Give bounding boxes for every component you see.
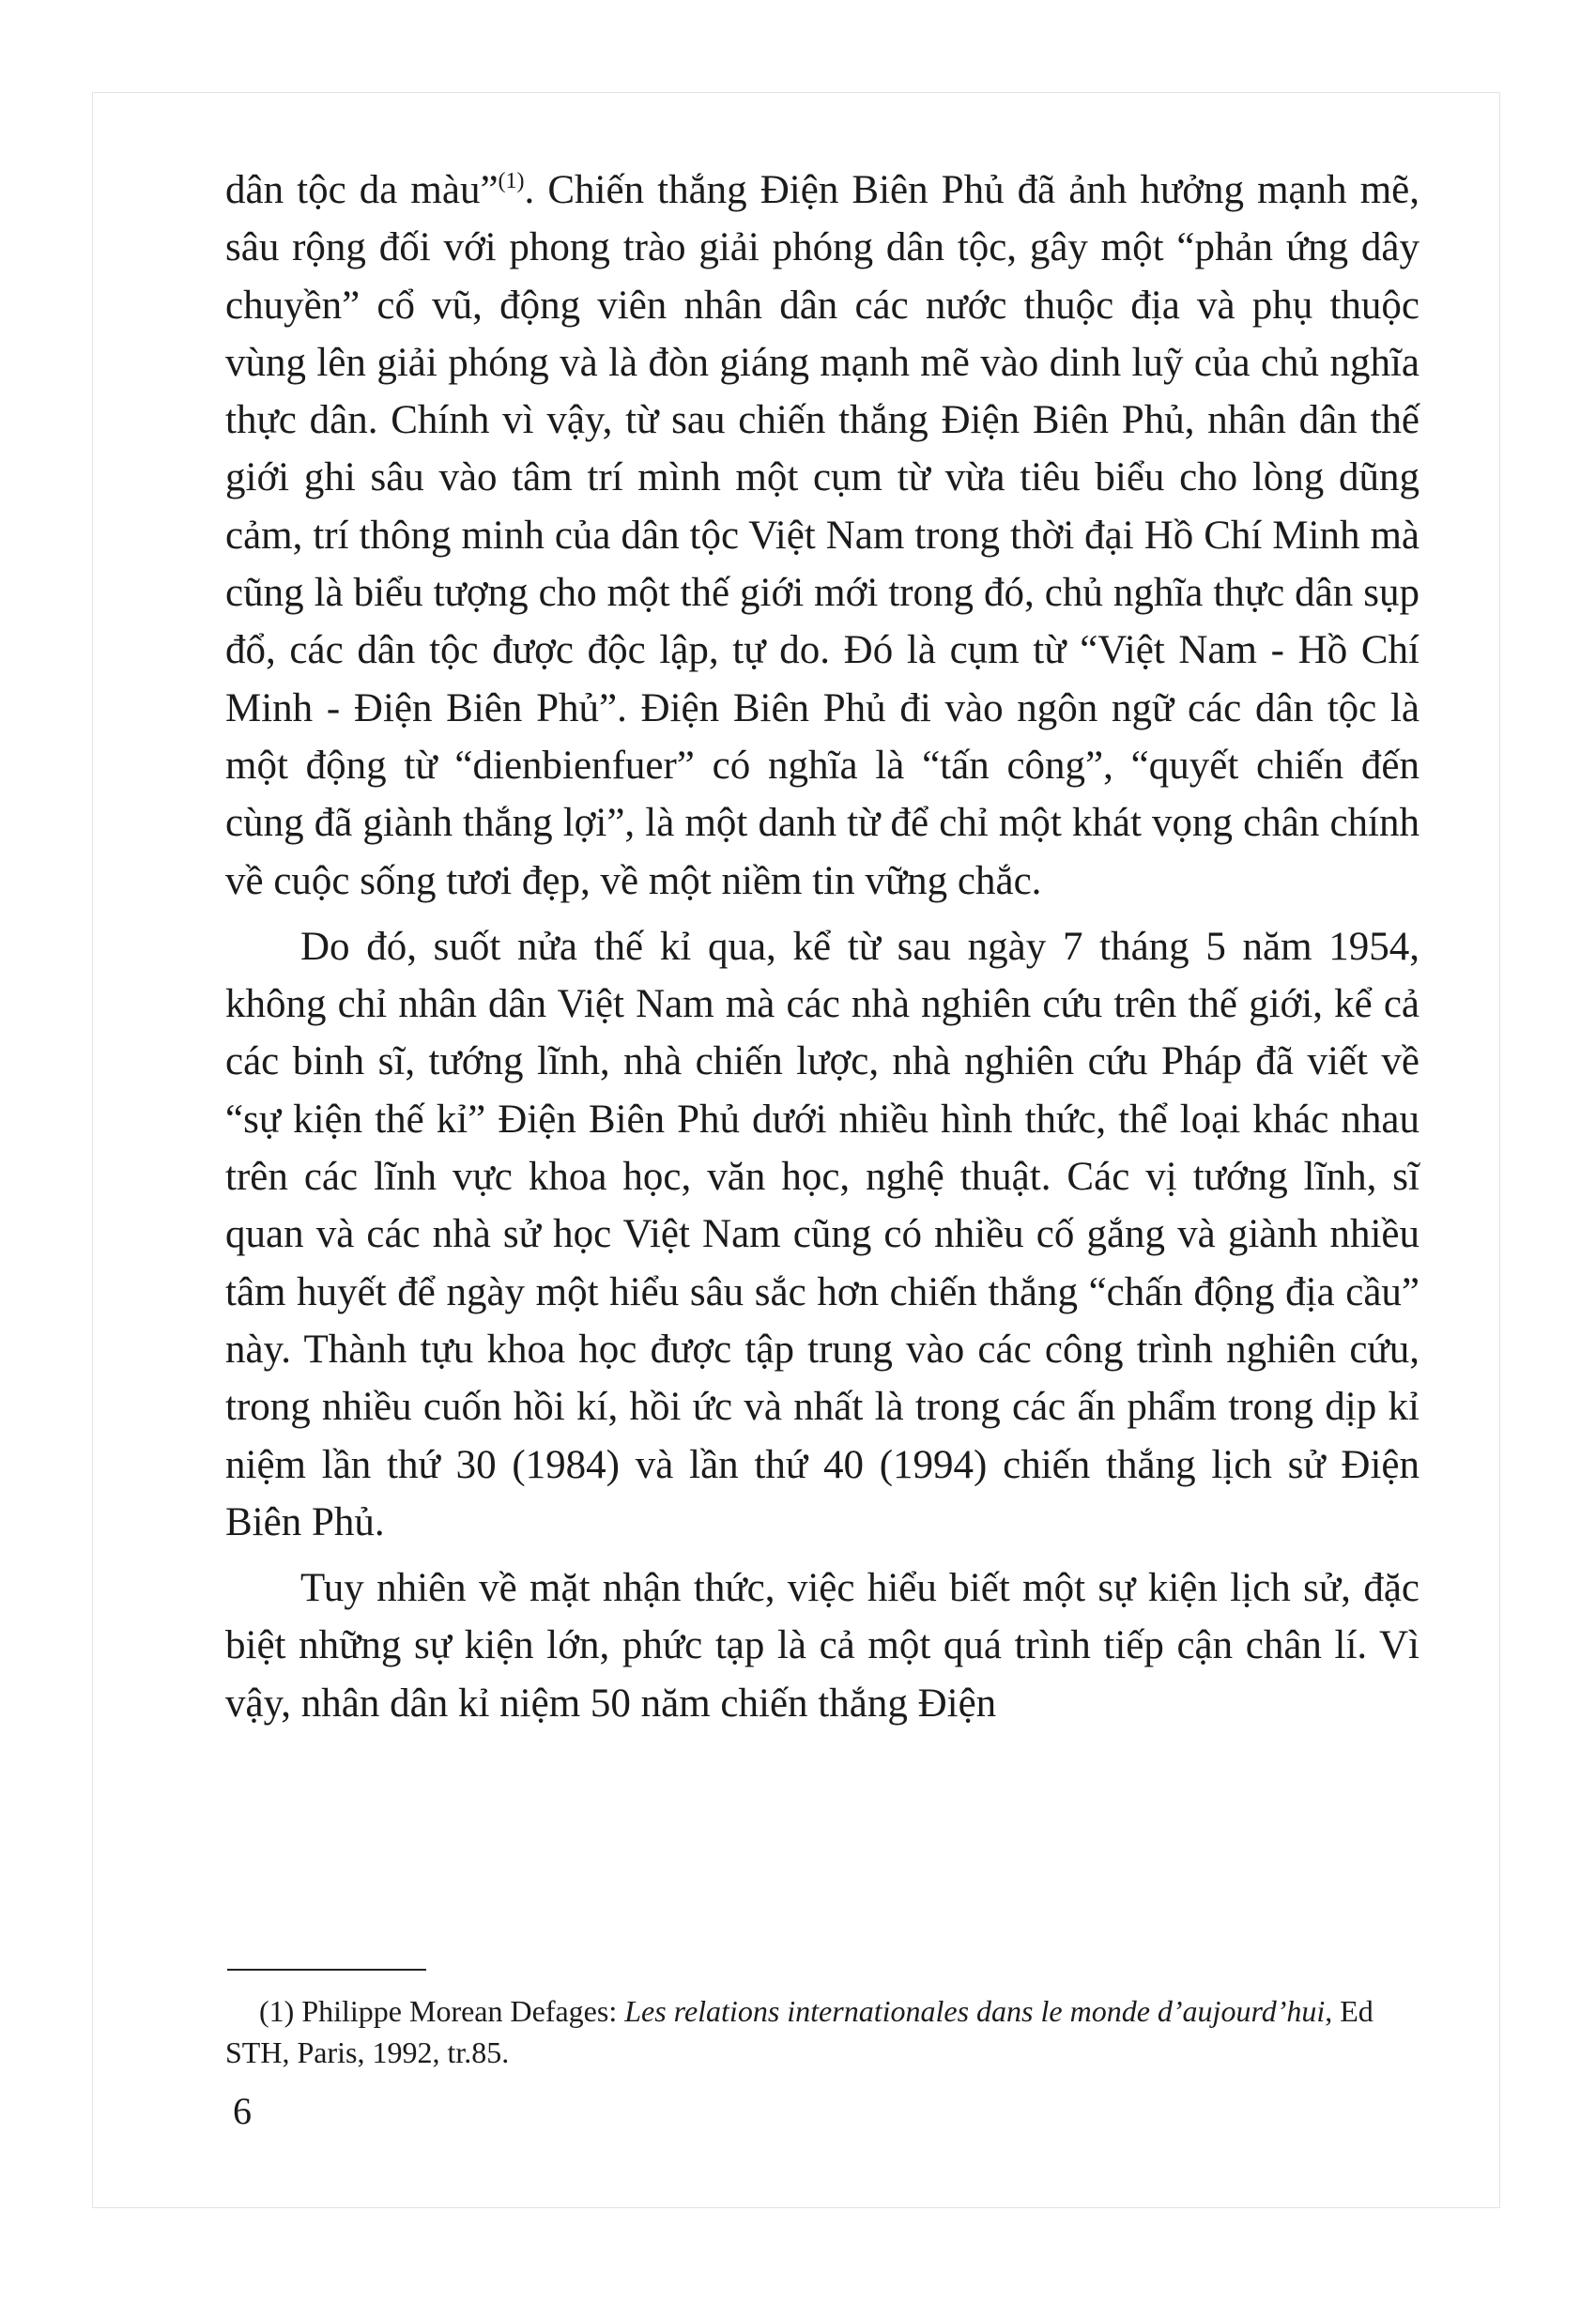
page-number: 6 <box>233 2090 252 2132</box>
footnote-details: , Ed STH, Paris, 1992, tr.85. <box>225 1994 1373 2069</box>
footnote-marker: (1) <box>259 1994 302 2028</box>
body-text <box>225 161 1420 1732</box>
paragraph-1-text: dân tộc da màu” <box>225 168 499 212</box>
footnote-reference[interactable]: (1) <box>498 169 525 193</box>
footnote <box>225 1990 1420 2073</box>
paragraph-2: Do đó, suốt nửa thế kỉ qua, kể từ sau ngày 7 tháng 5 năm 1954, không chỉ nhân dân Việt Nam mà các nhà nghiên cứu trên thế giới, kể cả các binh sĩ, tướng lĩnh, nhà chiến lược, nhà nghiên cứu Pháp đã viết về “sự kiện thế kỉ” Điện Biên Phủ dưới nhiều hình thức, thể loại khác nhau trên các lĩnh vực khoa học, văn học, nghệ thuật. Các vị tướng lĩnh, sĩ quan và các nhà sử học Việt Nam cũng có nhiều cố gắng và giành nhiều tâm huyết để ngày một hiểu sâu sắc hơn chiến thắng “chấn động địa cầu” này. Thành tựu khoa học được tập trung vào các công trình nghiên cứu, trong nhiều cuốn hồi kí, hồi ức và nhất là trong các ấn phẩm trong dịp kỉ niệm lần thứ 30 (1984) và lần thứ 40 (1994) chiến thắng lịch sử Điện Biên Phủ. <box>225 924 1420 1544</box>
paragraph-1 <box>225 161 1420 910</box>
paragraph-3: Tuy nhiên về mặt nhận thức, việc hiểu biết một sự kiện lịch sử, đặc biệt những sự kiện lớn, phức tạp là cả một quá trình tiếp cận chân lí. Vì vậy, nhân dân kỉ niệm 50 năm chiến thắng Điện <box>225 1566 1420 1726</box>
footnote-title: Les relations internationales dans le monde d’aujourd’hui <box>624 1994 1326 2028</box>
footnote-author: Philippe Morean Defages: <box>301 1994 625 2028</box>
paragraph-1-text-continued: . Chiến thắng Điện Biên Phủ đã ảnh hưởng mạnh mẽ, sâu rộng đối với phong trào giải phóng dân tộc, gây một “phản ứng dây chuyền” cổ vũ, động viên nhân dân các nước thuộc địa và phụ thuộc vùng lên giải phóng và là đòn giáng mạnh mẽ vào dinh luỹ của chủ nghĩa thực dân. Chính vì vậy, từ sau chiến thắng Điện Biên Phủ, nhân dân thế giới ghi sâu vào tâm trí mình một cụm từ vừa tiêu biểu cho lòng dũng cảm, trí thông minh của dân tộc Việt Nam trong thời đại Hồ Chí Minh mà cũng là biểu tượng cho một thế giới mới trong đó, chủ nghĩa thực dân sụp đổ, các dân tộc được độc lập, tự do. Đó là cụm từ “Việt Nam - Hồ Chí Minh - Điện Biên Phủ”. Điện Biên Phủ đi vào ngôn ngữ các dân tộc là một động từ “dienbienfuer” có nghĩa là “tấn công”, “quyết chiến đến cùng đã giành thắng lợi”, là một danh từ để chỉ một khát vọng chân chính về cuộc sống tươi đẹp, về một niềm tin vững chắc. <box>225 168 1420 903</box>
footnote-separator <box>227 1969 426 1971</box>
